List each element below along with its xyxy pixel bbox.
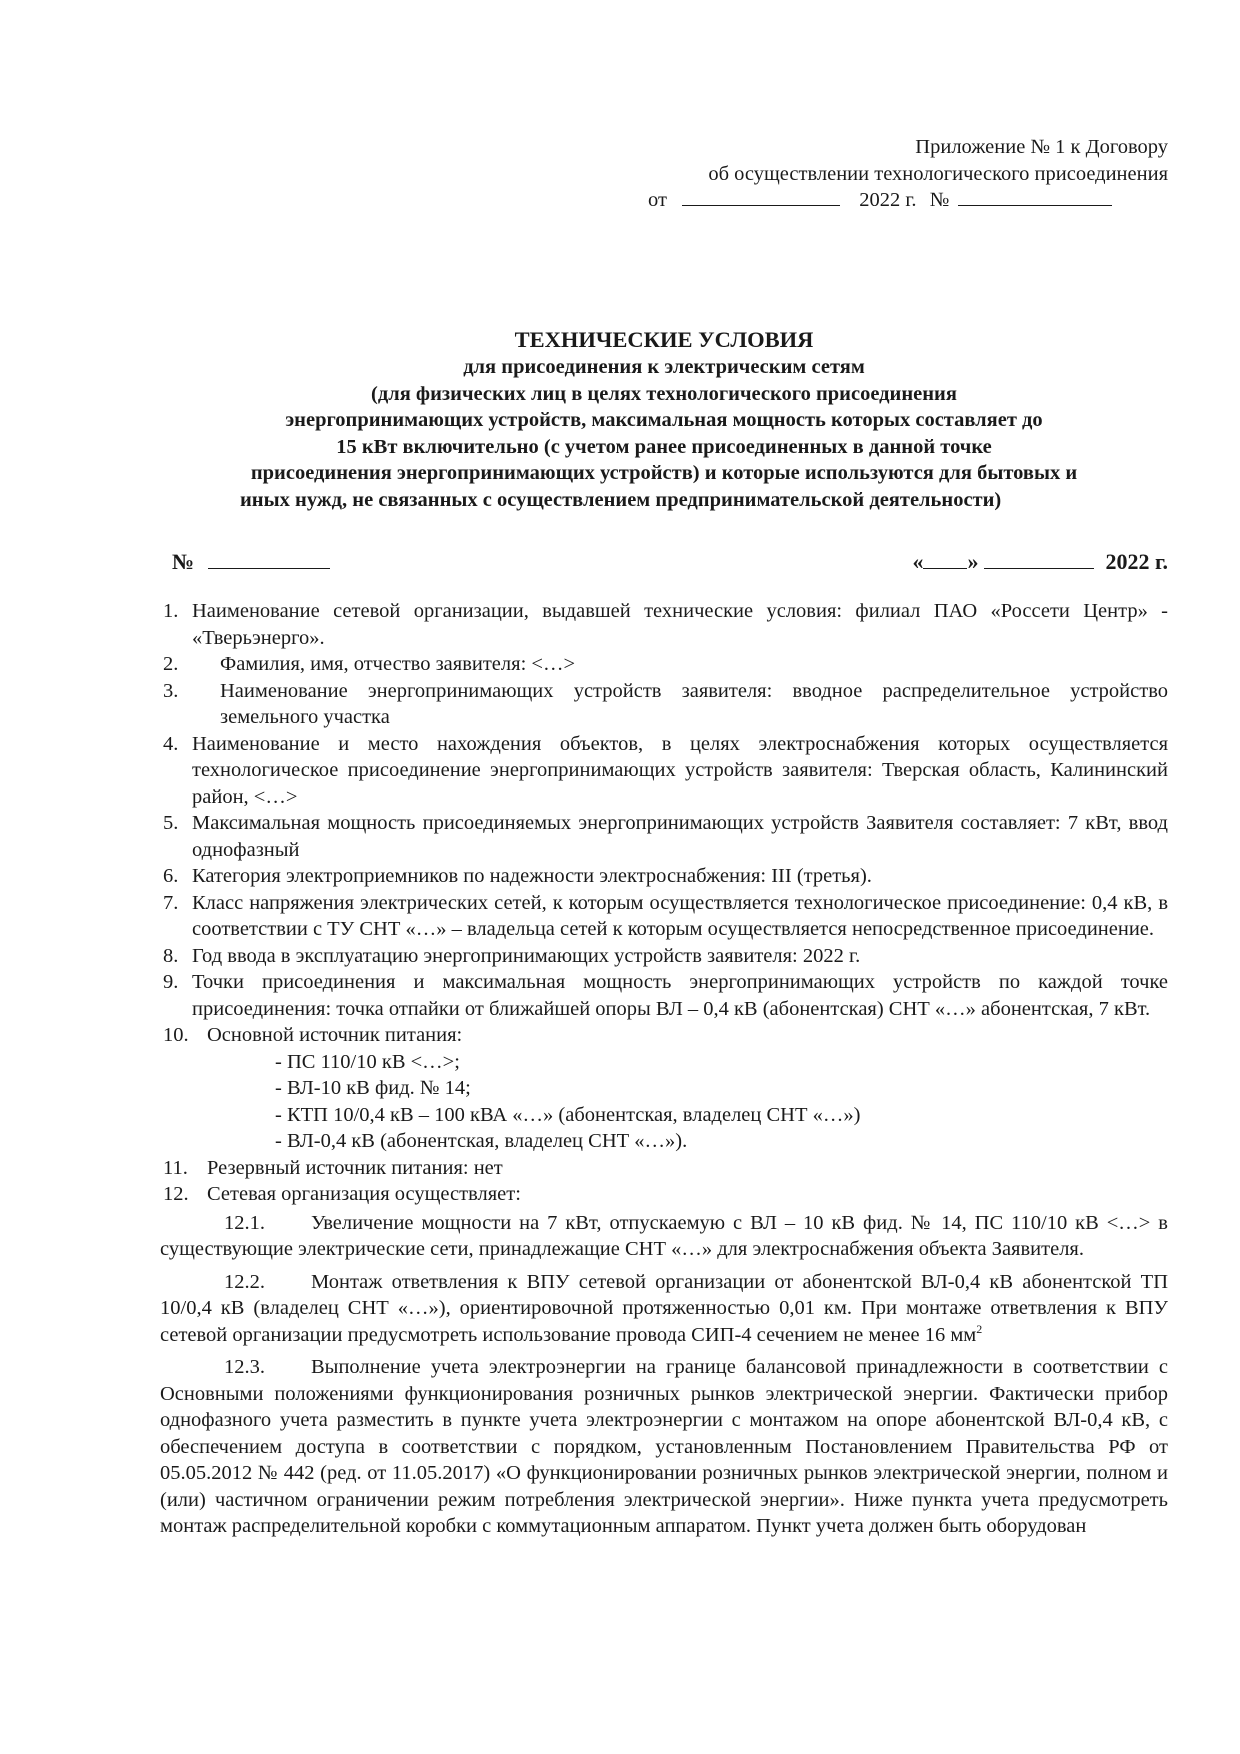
power-source-line-2: - ВЛ-10 кВ фид. № 14; <box>275 1077 471 1099</box>
item-number: 12. <box>163 1183 189 1205</box>
item-text: Резервный источник питания: нет <box>207 1156 503 1179</box>
title-line-4: энергопринимающих устройств, максимальная мощность которых составляет до <box>285 409 1043 431</box>
document-title <box>160 326 1168 513</box>
paragraph-12-2 <box>160 1269 1168 1349</box>
paragraph-text: Выполнение учета электроэнергии на границе балансовой принадлежности в соответствии с Основными положениями функционирования розничных рынков электрической энергии. Фактически прибор однофазного учета разместить в пункте учета электроэнергии с монтажом на опоре абонентской ВЛ-0,4 кВ, с обеспечением доступа в соответствии с порядком, установленным Постановлением Правительства РФ от 05.05.2012 № 442 (ред. от 11.05.2017) «О функционировании розничных рынков электрической энергии, полном и (или) частичном ограничении режим потребления электрической энергии». Ниже пункта учета предусмотреть монтаж распределительной коробки с коммутационным аппаратом. Пункт учета должен быть оборудован <box>160 1356 1168 1537</box>
list-item-8 <box>160 943 1168 970</box>
annex-date-blank <box>682 187 840 206</box>
item-text: Наименование и место нахождения объектов, в целях электроснабжения которых осуществляется технологическое присоединение энергопринимающих устройств заявителя: Тверская область, Калининский район, <…> <box>192 732 1168 808</box>
item-number: 11. <box>163 1156 188 1179</box>
item-number: 5. <box>163 812 179 834</box>
number-date-row <box>172 548 1168 576</box>
conditions-number-blank <box>208 548 330 569</box>
annex-header <box>600 134 1168 214</box>
item-text: Год ввода в эксплуатацию энергопринимающих устройств заявителя: 2022 г. <box>192 944 861 967</box>
paragraph-number: 12.2. <box>224 1270 265 1293</box>
list-item-2 <box>160 651 1168 678</box>
paragraph-number: 12.1. <box>224 1211 265 1234</box>
list-item-6 <box>160 863 1168 890</box>
item-text: Класс напряжения электрических сетей, к которым осуществляется технологическое присоединение: 0,4 кВ, в соответствии с ТУ СНТ «…» – владельца сетей к которым осуществляется непосредственное присоединение. <box>192 891 1168 940</box>
item-number: 10. <box>163 1024 189 1046</box>
title-line-7: иных нужд, не связанных с осуществлением предпринимательской деятельности) <box>240 488 1002 511</box>
annex-number-blank <box>958 187 1112 206</box>
list-item-10 <box>160 1022 1168 1155</box>
date-month-blank <box>984 548 1094 569</box>
item-text: Наименование сетевой организации, выдавшей технические условия: филиал ПАО «Россети Центр» - «Тверьэнерго». <box>192 600 1168 649</box>
list-item-4 <box>160 731 1168 811</box>
power-source-line-1: - ПС 110/10 кВ <…>; <box>275 1050 460 1073</box>
annex-from-label: от <box>648 189 667 211</box>
title-line-5: 15 кВт включительно (с учетом ранее присоединенных в данной точке <box>336 435 992 458</box>
conditions-list <box>160 598 1168 1540</box>
power-source-line-3: - КТП 10/0,4 кВ – 100 кВА «…» (абонентская, владелец СНТ «…») <box>275 1103 861 1126</box>
item-text: Фамилия, имя, отчество заявителя: <…> <box>220 653 576 675</box>
paragraph-text: Монтаж ответвления к ВПУ сетевой организации от абонентской ВЛ-0,4 кВ абонентской ТП 10/0,4 кВ (владелец СНТ «…»), ориентировочной протяженностью 0,01 км. При монтаже ответвления к ВПУ сетевой организации предусмотреть использование провода СИП-4 сечением не менее 16 мм <box>160 1270 1168 1346</box>
item-number: 3. <box>163 679 179 702</box>
annex-line-3 <box>600 187 1168 214</box>
list-item-12 <box>160 1181 1168 1208</box>
list-item-1 <box>160 598 1168 651</box>
list-item-3 <box>160 678 1168 731</box>
item-text: Сетевая организация осуществляет: <box>207 1183 521 1205</box>
item-number: 1. <box>163 600 179 622</box>
title-line-2: для присоединения к электрическим сетям <box>463 356 865 378</box>
annex-line-2: об осуществлении технологического присоединения <box>708 162 1168 185</box>
item-number: 9. <box>163 971 179 993</box>
title-line-6: присоединения энергопринимающих устройств) и которые используются для бытовых и <box>250 462 1078 484</box>
date-day-blank <box>923 548 967 569</box>
date-quote-close: » <box>967 549 979 574</box>
title-line-3: (для физических лиц в целях технологического присоединения <box>371 382 957 405</box>
paragraph-number: 12.3. <box>224 1356 265 1378</box>
item-text: Категория электроприемников по надежности электроснабжения: III (третья). <box>192 865 872 887</box>
item-text: Наименование энергопринимающих устройств заявителя: вводное распределительное устройство земельного участка <box>220 679 1168 728</box>
item-number: 2. <box>163 653 179 675</box>
item-number: 8. <box>163 944 179 967</box>
conditions-date <box>912 548 1168 576</box>
list-item-7 <box>160 890 1168 943</box>
item-text: Основной источник питания: <box>207 1024 463 1046</box>
annex-line-1: Приложение № 1 к Договору <box>915 136 1168 158</box>
list-item-11 <box>160 1155 1168 1182</box>
date-quote-open: « <box>912 549 924 574</box>
paragraph-text: Увеличение мощности на 7 кВт, отпускаемую с ВЛ – 10 кВ фид. № 14, ПС 110/10 кВ <…> в существующие электрические сети, принадлежащие СНТ «…» для электроснабжения объекта Заявителя. <box>160 1211 1168 1260</box>
item-text: Точки присоединения и максимальная мощность энергопринимающих устройств по каждой точке присоединения: точка отпайки от ближайшей опоры ВЛ – 0,4 кВ (абонентская) СНТ «…» абонентская, 7 кВт. <box>192 971 1168 1020</box>
annex-number-label: № <box>929 189 950 211</box>
power-source-line-4: - ВЛ-0,4 кВ (абонентская, владелец СНТ «…»). <box>275 1130 688 1152</box>
date-year: 2022 г. <box>1105 549 1168 574</box>
conditions-number-label: № <box>172 549 195 574</box>
list-item-5 <box>160 810 1168 863</box>
item-number: 6. <box>163 865 179 887</box>
superscript: 2 <box>976 1321 983 1336</box>
item-number: 7. <box>163 891 179 914</box>
list-item-9 <box>160 969 1168 1022</box>
item-text: Максимальная мощность присоединяемых энергопринимающих устройств Заявителя составляет: 7 кВт, ввод однофазный <box>192 812 1168 861</box>
paragraph-12-3 <box>160 1354 1168 1540</box>
paragraph-12-1 <box>160 1210 1168 1263</box>
annex-year: 2022 г. <box>859 189 917 211</box>
item-number: 4. <box>163 732 179 755</box>
title-main: ТЕХНИЧЕСКИЕ УСЛОВИЯ <box>514 327 814 352</box>
